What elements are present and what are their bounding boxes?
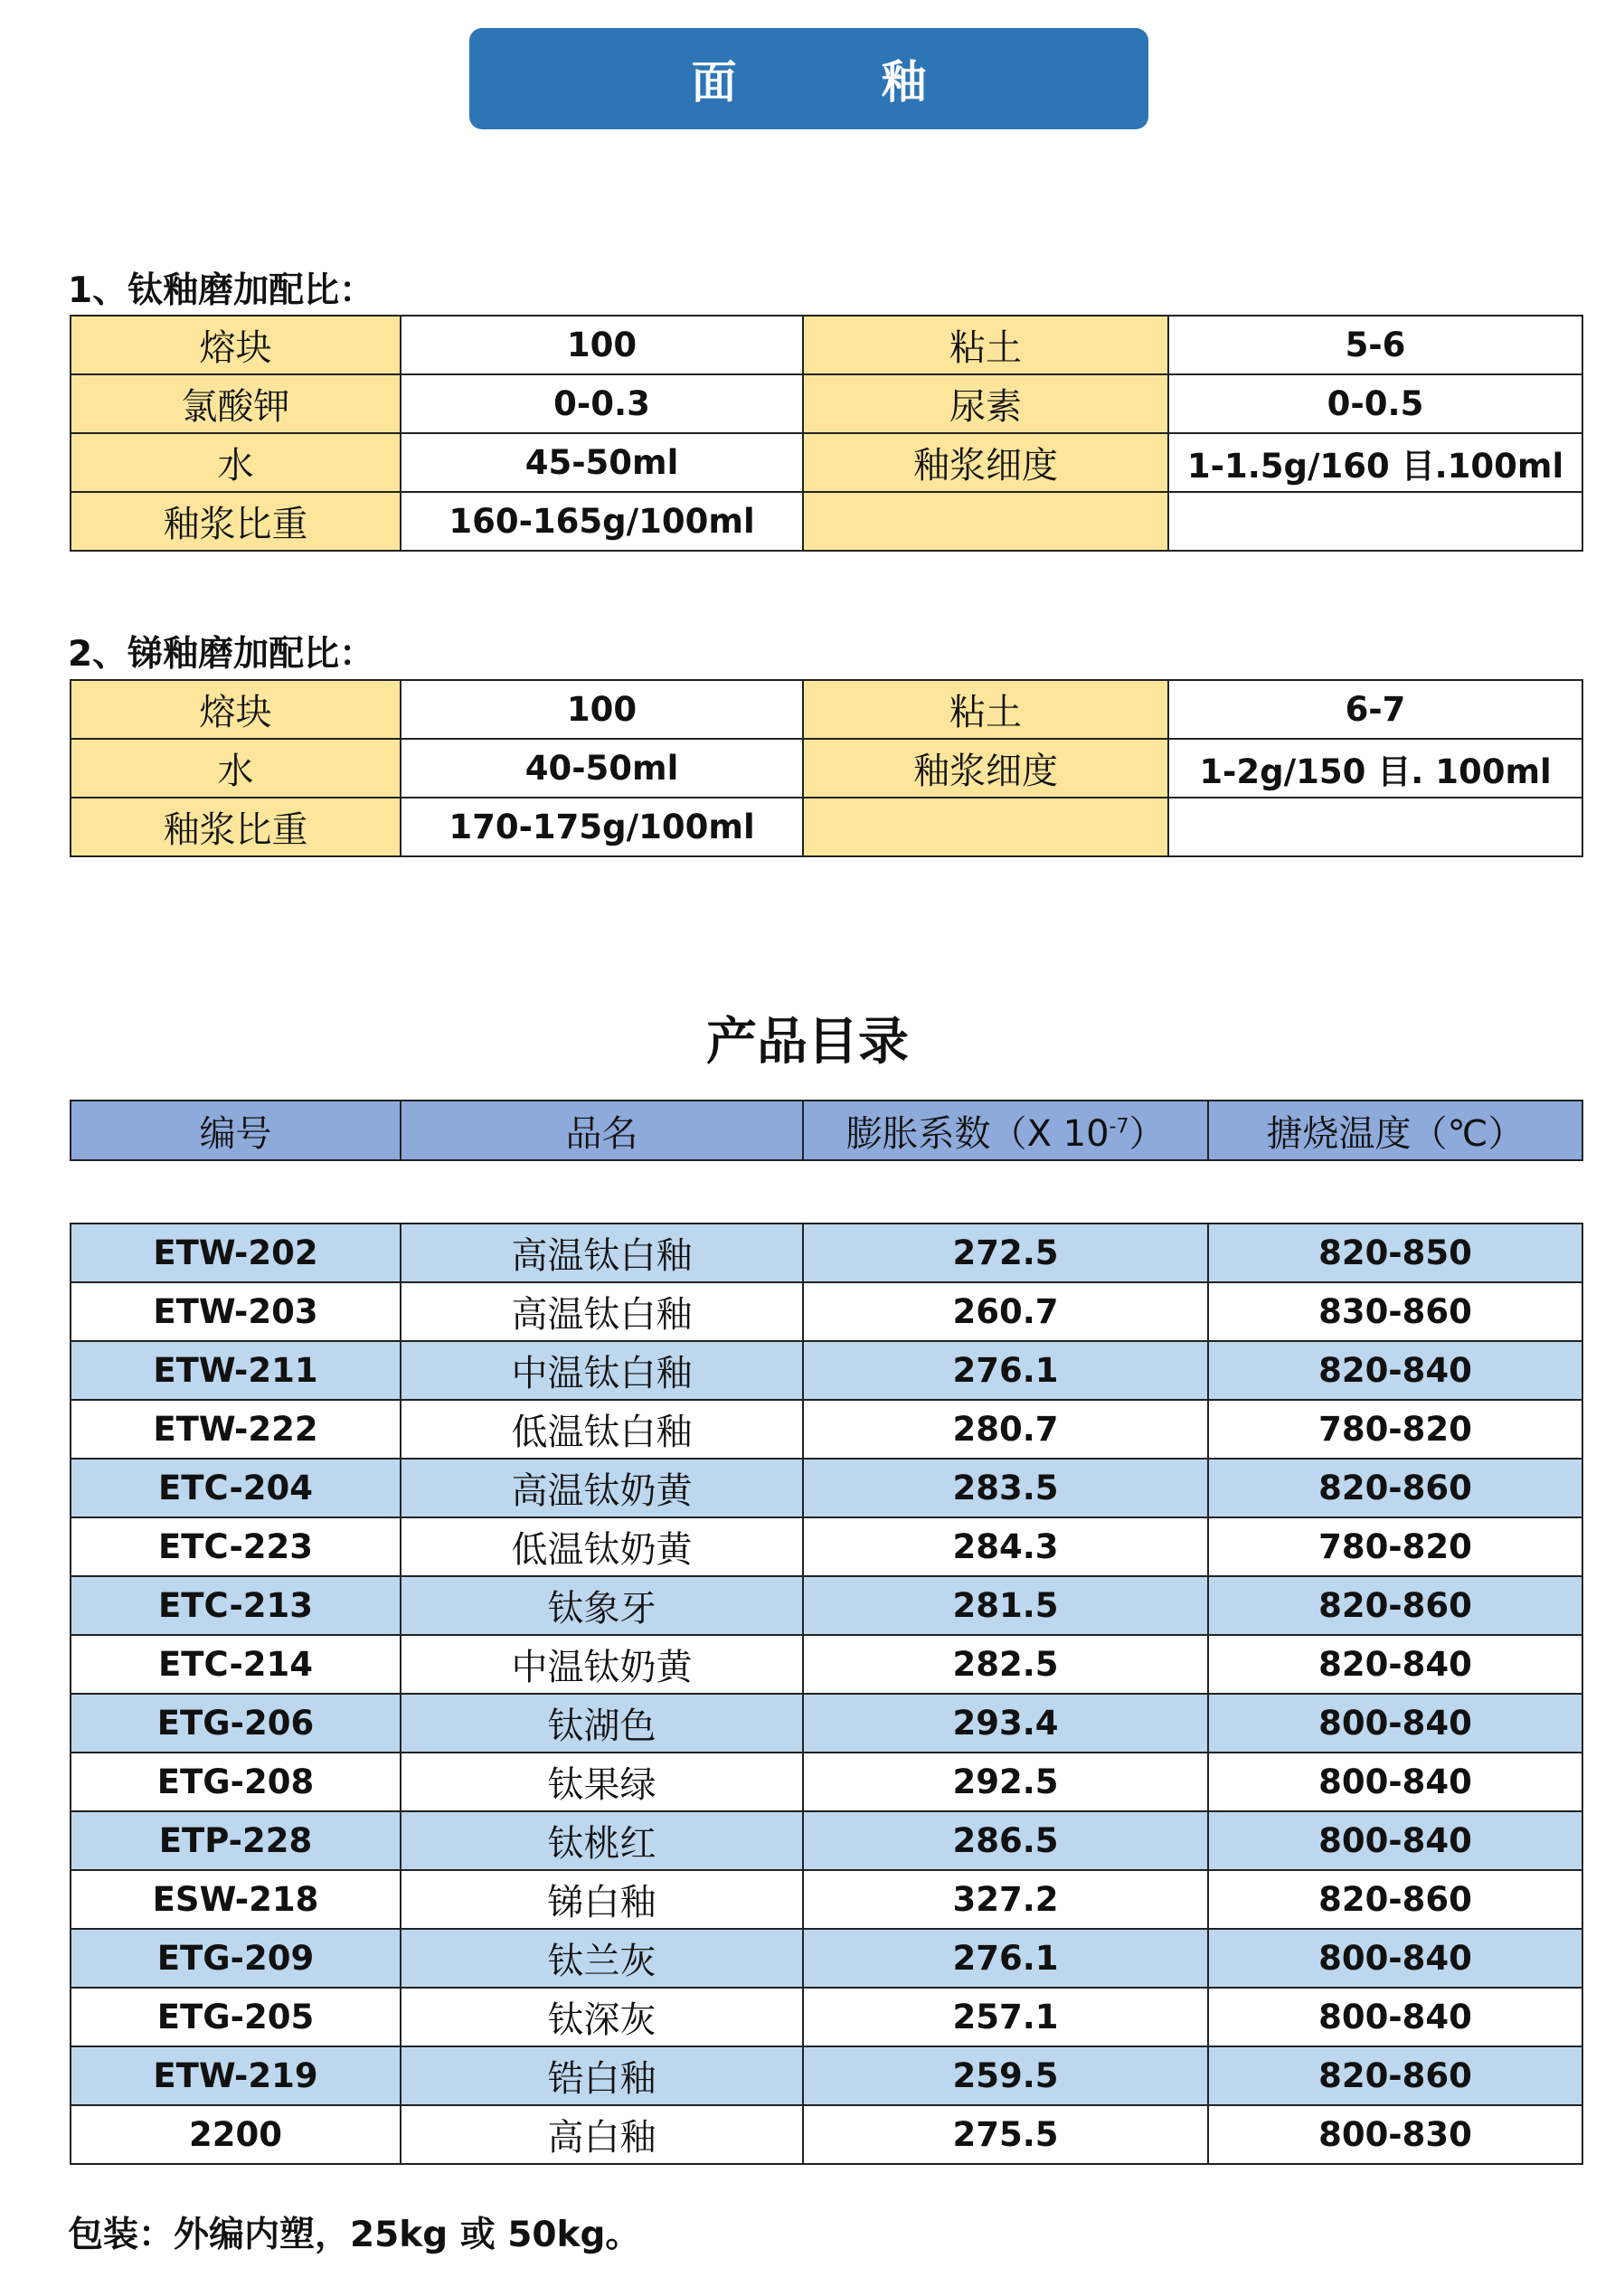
ratio-value-cell: 100 [401,316,803,374]
temperature-cell: 780-820 [1208,1517,1582,1576]
temperature-cell: 820-860 [1208,1870,1582,1929]
temperature-cell: 820-850 [1208,1224,1582,1282]
expansion-cell: 282.5 [803,1635,1208,1694]
product-code-cell: ETC-214 [71,1635,401,1694]
temperature-cell: 830-860 [1208,1282,1582,1341]
product-name-cell: 钛果绿 [401,1753,803,1811]
ratio-key-cell [803,798,1168,856]
ratio-value-cell [1168,492,1582,551]
header-expansion [803,1101,1208,1160]
ratio-value-cell: 170-175g/100ml [401,798,803,856]
product-code-cell: ETG-206 [71,1694,401,1753]
ratio-key-cell: 熔块 [71,680,401,739]
product-name-cell: 中温钛白釉 [401,1341,803,1400]
expansion-cell: 259.5 [803,2046,1208,2105]
product-row [71,1988,1582,2046]
expansion-cell: 272.5 [803,1224,1208,1282]
banner-char-left: 面 [691,56,737,109]
ratio-value-cell: 5-6 [1168,316,1582,374]
product-name-cell: 高白釉 [401,2105,803,2164]
ratio-key-cell: 水 [71,433,401,492]
product-code-cell: ETW-222 [71,1400,401,1459]
ratio-key-cell: 氯酸钾 [71,374,401,433]
ratio-row [71,316,1582,374]
packaging-note: 包装：外编内塑，25kg 或 50kg。 [68,2215,641,2255]
expansion-cell: 292.5 [803,1753,1208,1811]
header-expansion-exponent: -7 [1109,1115,1129,1139]
product-row [71,1694,1582,1753]
product-code-cell: ETW-219 [71,2046,401,2105]
product-code-cell: ETC-213 [71,1576,401,1635]
ratio-value-cell: 160-165g/100ml [401,492,803,551]
product-row [71,1224,1582,1282]
expansion-cell: 286.5 [803,1811,1208,1870]
ratio-row [71,798,1582,856]
temperature-cell: 800-840 [1208,1811,1582,1870]
catalog-header-table [70,1100,1583,1161]
expansion-cell: 260.7 [803,1282,1208,1341]
expansion-cell: 293.4 [803,1694,1208,1753]
product-name-cell: 钛深灰 [401,1988,803,2046]
header-temperature: 搪烧温度（℃） [1208,1101,1582,1160]
product-row [71,2046,1582,2105]
temperature-cell: 820-860 [1208,1459,1582,1517]
product-row [71,1929,1582,1988]
banner-char-right: 釉 [881,56,927,109]
product-name-cell: 锆白釉 [401,2046,803,2105]
temperature-cell: 800-840 [1208,1988,1582,2046]
product-code-cell: 2200 [71,2105,401,2164]
expansion-cell: 257.1 [803,1988,1208,2046]
catalog-title: 产品目录 [706,1013,909,1072]
ratio-key-cell: 粘土 [803,680,1168,739]
ratio-row [71,374,1582,433]
product-row [71,1753,1582,1811]
product-row [71,1635,1582,1694]
temperature-cell: 800-840 [1208,1753,1582,1811]
ratio-value-cell: 40-50ml [401,739,803,798]
expansion-cell: 276.1 [803,1929,1208,1988]
ratio-row [71,492,1582,551]
ratio-value-cell: 0-0.5 [1168,374,1582,433]
product-code-cell: ESW-218 [71,1870,401,1929]
product-code-cell: ETG-205 [71,1988,401,2046]
antimony-ratio-table [70,679,1583,857]
product-row [71,2105,1582,2164]
product-name-cell: 钛湖色 [401,1694,803,1753]
ratio-key-cell [803,492,1168,551]
expansion-cell: 275.5 [803,2105,1208,2164]
product-name-cell: 高温钛奶黄 [401,1459,803,1517]
header-name: 品名 [401,1101,803,1160]
product-row [71,1811,1582,1870]
product-code-cell: ETW-203 [71,1282,401,1341]
temperature-cell: 780-820 [1208,1400,1582,1459]
product-name-cell: 高温钛白釉 [401,1224,803,1282]
temperature-cell: 800-830 [1208,2105,1582,2164]
ratio-value-cell: 45-50ml [401,433,803,492]
catalog-header-row [71,1101,1582,1160]
product-name-cell: 钛象牙 [401,1576,803,1635]
ratio-row [71,433,1582,492]
product-row [71,1459,1582,1517]
ratio-row [71,680,1582,739]
ratio-key-cell: 尿素 [803,374,1168,433]
product-code-cell: ETW-211 [71,1341,401,1400]
product-row [71,1341,1582,1400]
section2-label: 2、锑釉磨加配比： [68,634,375,675]
titanium-ratio-table [70,315,1583,552]
product-row [71,1282,1582,1341]
ratio-key-cell: 粘土 [803,316,1168,374]
temperature-cell: 820-840 [1208,1341,1582,1400]
header-expansion-suffix: ） [1129,1112,1166,1155]
product-row [71,1576,1582,1635]
ratio-key-cell: 熔块 [71,316,401,374]
ratio-key-cell: 釉浆比重 [71,492,401,551]
product-code-cell: ETC-223 [71,1517,401,1576]
product-row [71,1400,1582,1459]
product-row [71,1517,1582,1576]
page-banner [469,28,1148,129]
ratio-value-cell [1168,798,1582,856]
ratio-value-cell: 0-0.3 [401,374,803,433]
product-name-cell: 低温钛奶黄 [401,1517,803,1576]
expansion-cell: 283.5 [803,1459,1208,1517]
expansion-cell: 327.2 [803,1870,1208,1929]
product-code-cell: ETP-228 [71,1811,401,1870]
ratio-key-cell: 釉浆比重 [71,798,401,856]
temperature-cell: 800-840 [1208,1694,1582,1753]
product-code-cell: ETG-208 [71,1753,401,1811]
product-name-cell: 锑白釉 [401,1870,803,1929]
ratio-row [71,739,1582,798]
expansion-cell: 280.7 [803,1400,1208,1459]
product-name-cell: 钛桃红 [401,1811,803,1870]
product-row [71,1870,1582,1929]
ratio-key-cell: 釉浆细度 [803,433,1168,492]
product-name-cell: 中温钛奶黄 [401,1635,803,1694]
header-expansion-prefix: 膨胀系数（X 10 [845,1112,1110,1155]
ratio-key-cell: 水 [71,739,401,798]
ratio-value-cell: 100 [401,680,803,739]
product-code-cell: ETG-209 [71,1929,401,1988]
product-code-cell: ETW-202 [71,1224,401,1282]
temperature-cell: 820-860 [1208,2046,1582,2105]
product-name-cell: 钛兰灰 [401,1929,803,1988]
product-code-cell: ETC-204 [71,1459,401,1517]
expansion-cell: 284.3 [803,1517,1208,1576]
section1-label: 1、钛釉磨加配比： [68,270,375,311]
ratio-value-cell: 1-2g/150 目. 100ml [1168,739,1582,798]
ratio-value-cell: 1-1.5g/160 目.100ml [1168,433,1582,492]
expansion-cell: 276.1 [803,1341,1208,1400]
expansion-cell: 281.5 [803,1576,1208,1635]
temperature-cell: 800-840 [1208,1929,1582,1988]
product-name-cell: 低温钛白釉 [401,1400,803,1459]
header-code: 编号 [71,1101,401,1160]
catalog-table [70,1223,1583,2165]
ratio-key-cell: 釉浆细度 [803,739,1168,798]
temperature-cell: 820-840 [1208,1635,1582,1694]
product-name-cell: 高温钛白釉 [401,1282,803,1341]
temperature-cell: 820-860 [1208,1576,1582,1635]
ratio-value-cell: 6-7 [1168,680,1582,739]
